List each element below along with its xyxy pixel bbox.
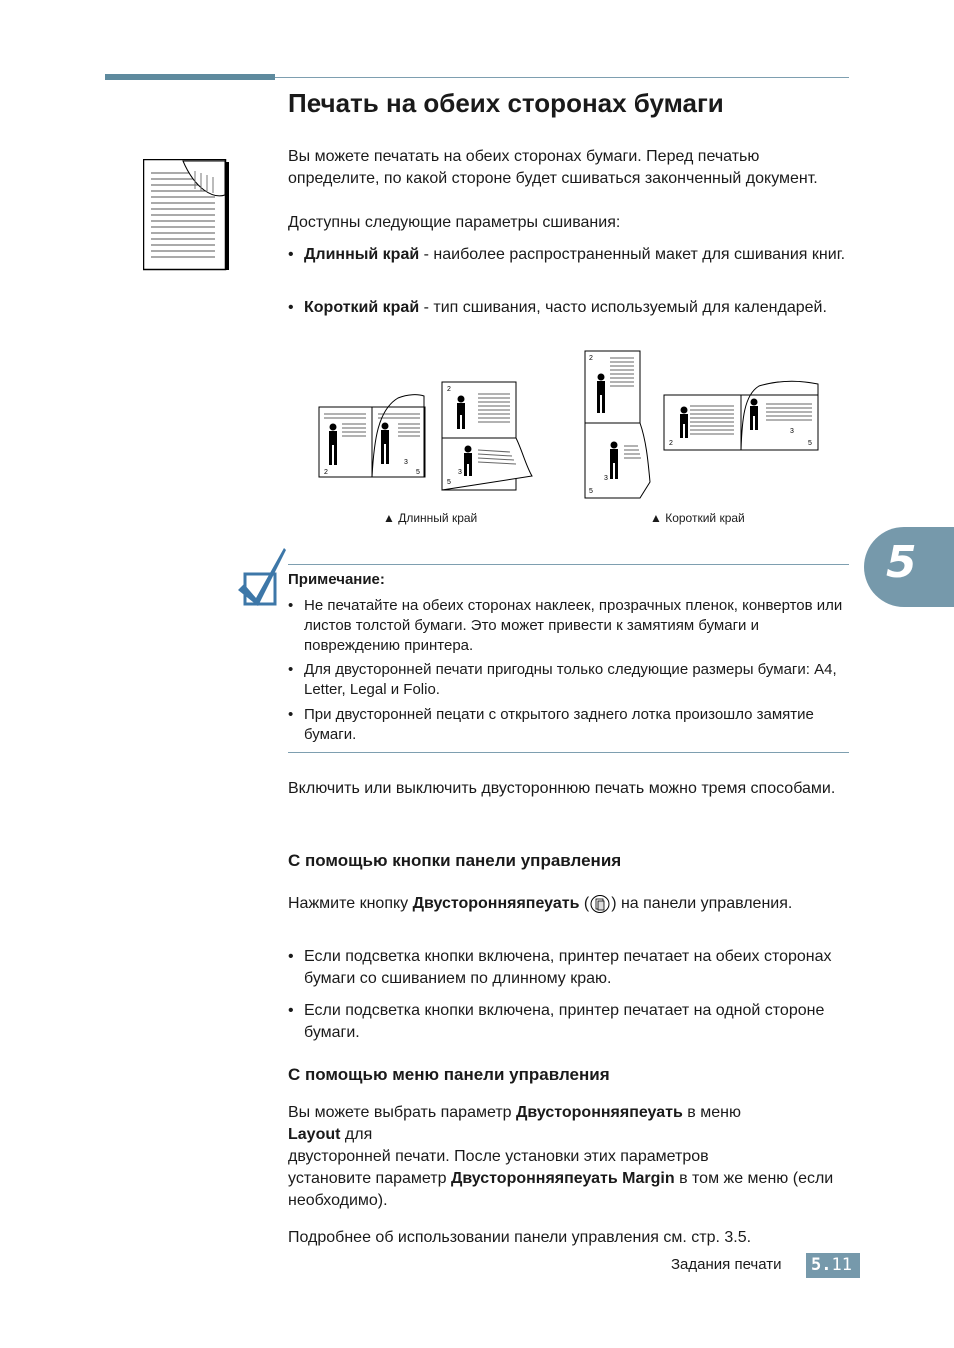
long-edge-illustration [318,380,533,492]
duplex-document-icon [143,159,229,271]
menu-paragraph-line1 [288,1102,848,1124]
menu-text: Вы можете выбрать параметр [288,1104,517,1121]
checkmark-note-icon [236,546,288,610]
footer-section-name: Задания печати [671,1256,782,1273]
duplex-button-name: Двусторонняяпеуать [412,895,580,912]
bullet-dot: • [288,246,294,263]
short-edge-illustration [584,350,820,502]
figure-page-number: 2 [669,440,673,447]
binding-option-term: Длинный край [304,246,420,263]
page-title: Печать на обеих сторонах бумаги [288,88,724,118]
button-bullet [288,946,849,990]
note-item [288,705,844,745]
note-bottom-rule [288,752,849,753]
chapter-tab [864,527,954,607]
bullet-dot: • [288,597,294,614]
note-item [288,660,844,700]
press-suffix: ) на панели управления. [611,895,793,912]
button-bullet-text: Если подсветка кнопки включена, принтер печатает на обеих сторонах бумаги со сшиванием по длинному краю. [304,948,832,987]
figure-page-number: 3 [458,469,462,476]
figure-page-number: 3 [604,475,608,482]
note-title: Примечание: [288,571,385,588]
menu-text: в меню [682,1104,741,1121]
button-bullet-text: Если подсветка кнопки включена, принтер печатает на одной стороне бумаги. [304,1002,825,1041]
menu-paragraph-line4 [288,1168,848,1212]
section-heading-button: С помощью кнопки панели управления [288,851,622,870]
duplex-margin-option-name: Двусторонняяпеуать Margin [450,1170,675,1187]
note-item-text: Для двусторонней печати пригодны только следующие размеры бумаги: A4, Letter, Legal и Folio. [304,661,837,698]
figure-page-number: 5 [808,440,812,447]
bullet-dot: • [288,706,294,723]
bullet-dot: • [288,1002,294,1019]
figure-page-number: 3 [404,459,408,466]
duplex-option-name: Двусторонняяпеуать [516,1104,683,1121]
layout-menu-name: Layout [288,1126,341,1143]
figure-page-number: 5 [589,488,593,495]
press-button-instruction [288,893,848,915]
more-info-text: Подробнее об использовании панели управления см. стр. 3.5. [288,1229,752,1246]
binding-option-short [288,297,849,319]
long-edge-caption: ▲ Длинный край [383,511,478,525]
section-heading-menu: С помощью меню панели управления [288,1065,610,1084]
header-accent-bar [105,74,275,80]
menu-text: для [340,1126,373,1143]
note-item-text: При двусторонней пецати с открытого заднего лотка произошло замятие бумаги. [304,706,814,743]
menu-paragraph-line3: двусторонней печати. После установки этих параметров [288,1148,709,1165]
note-item-text: Не печатайте на обеих сторонах наклеек, прозрачных пленок, конвертов или листов толстой бумаги. Это может привести к замятиям бумаги и повреждению принтера. [304,597,843,654]
bullet-dot: • [288,948,294,965]
bullet-dot: • [288,299,294,316]
button-bullet [288,1000,849,1044]
binding-option-term: Короткий край [304,299,420,316]
press-prefix: Нажмите кнопку [288,895,413,912]
header-rule [275,77,849,78]
figure-page-number: 5 [416,469,420,476]
short-edge-caption: ▲ Короткий край [650,511,745,525]
figure-page-number: 2 [589,355,593,362]
menu-text: установите параметр [288,1170,451,1187]
chapter-number: 5 [886,537,917,588]
bullet-dot: • [288,661,294,678]
figure-page-number: 2 [447,386,451,393]
figure-page-number: 3 [790,428,794,435]
figure-page-number: 2 [324,469,328,476]
intro-paragraph: Вы можете печатать на обеих сторонах бумаги. Перед печатью определите, по какой стороне будет сшиваться законченный документ. [288,148,818,187]
page-number-box [806,1253,860,1278]
note-item [288,596,844,656]
footer-chapter: 5. [811,1255,832,1275]
methods-intro: Включить или выключить двустороннюю печать можно тремя способами. [288,780,836,797]
footer-page: 11 [831,1255,852,1275]
press-open: ( [579,895,590,912]
menu-paragraph-line2 [288,1124,848,1146]
binding-option-desc: - наиболее распространенный макет для сшивания книг. [419,246,846,263]
menu-text: в том же меню (если необходимо). [288,1170,834,1209]
note-top-rule [288,564,849,565]
binding-option-desc: - тип сшивания, часто используемый для календарей. [419,299,827,316]
intro-options-lead: Доступны следующие параметры сшивания: [288,214,621,231]
binding-option-long [288,244,849,266]
figure-page-number: 5 [447,479,451,486]
duplex-button-icon [589,894,611,914]
